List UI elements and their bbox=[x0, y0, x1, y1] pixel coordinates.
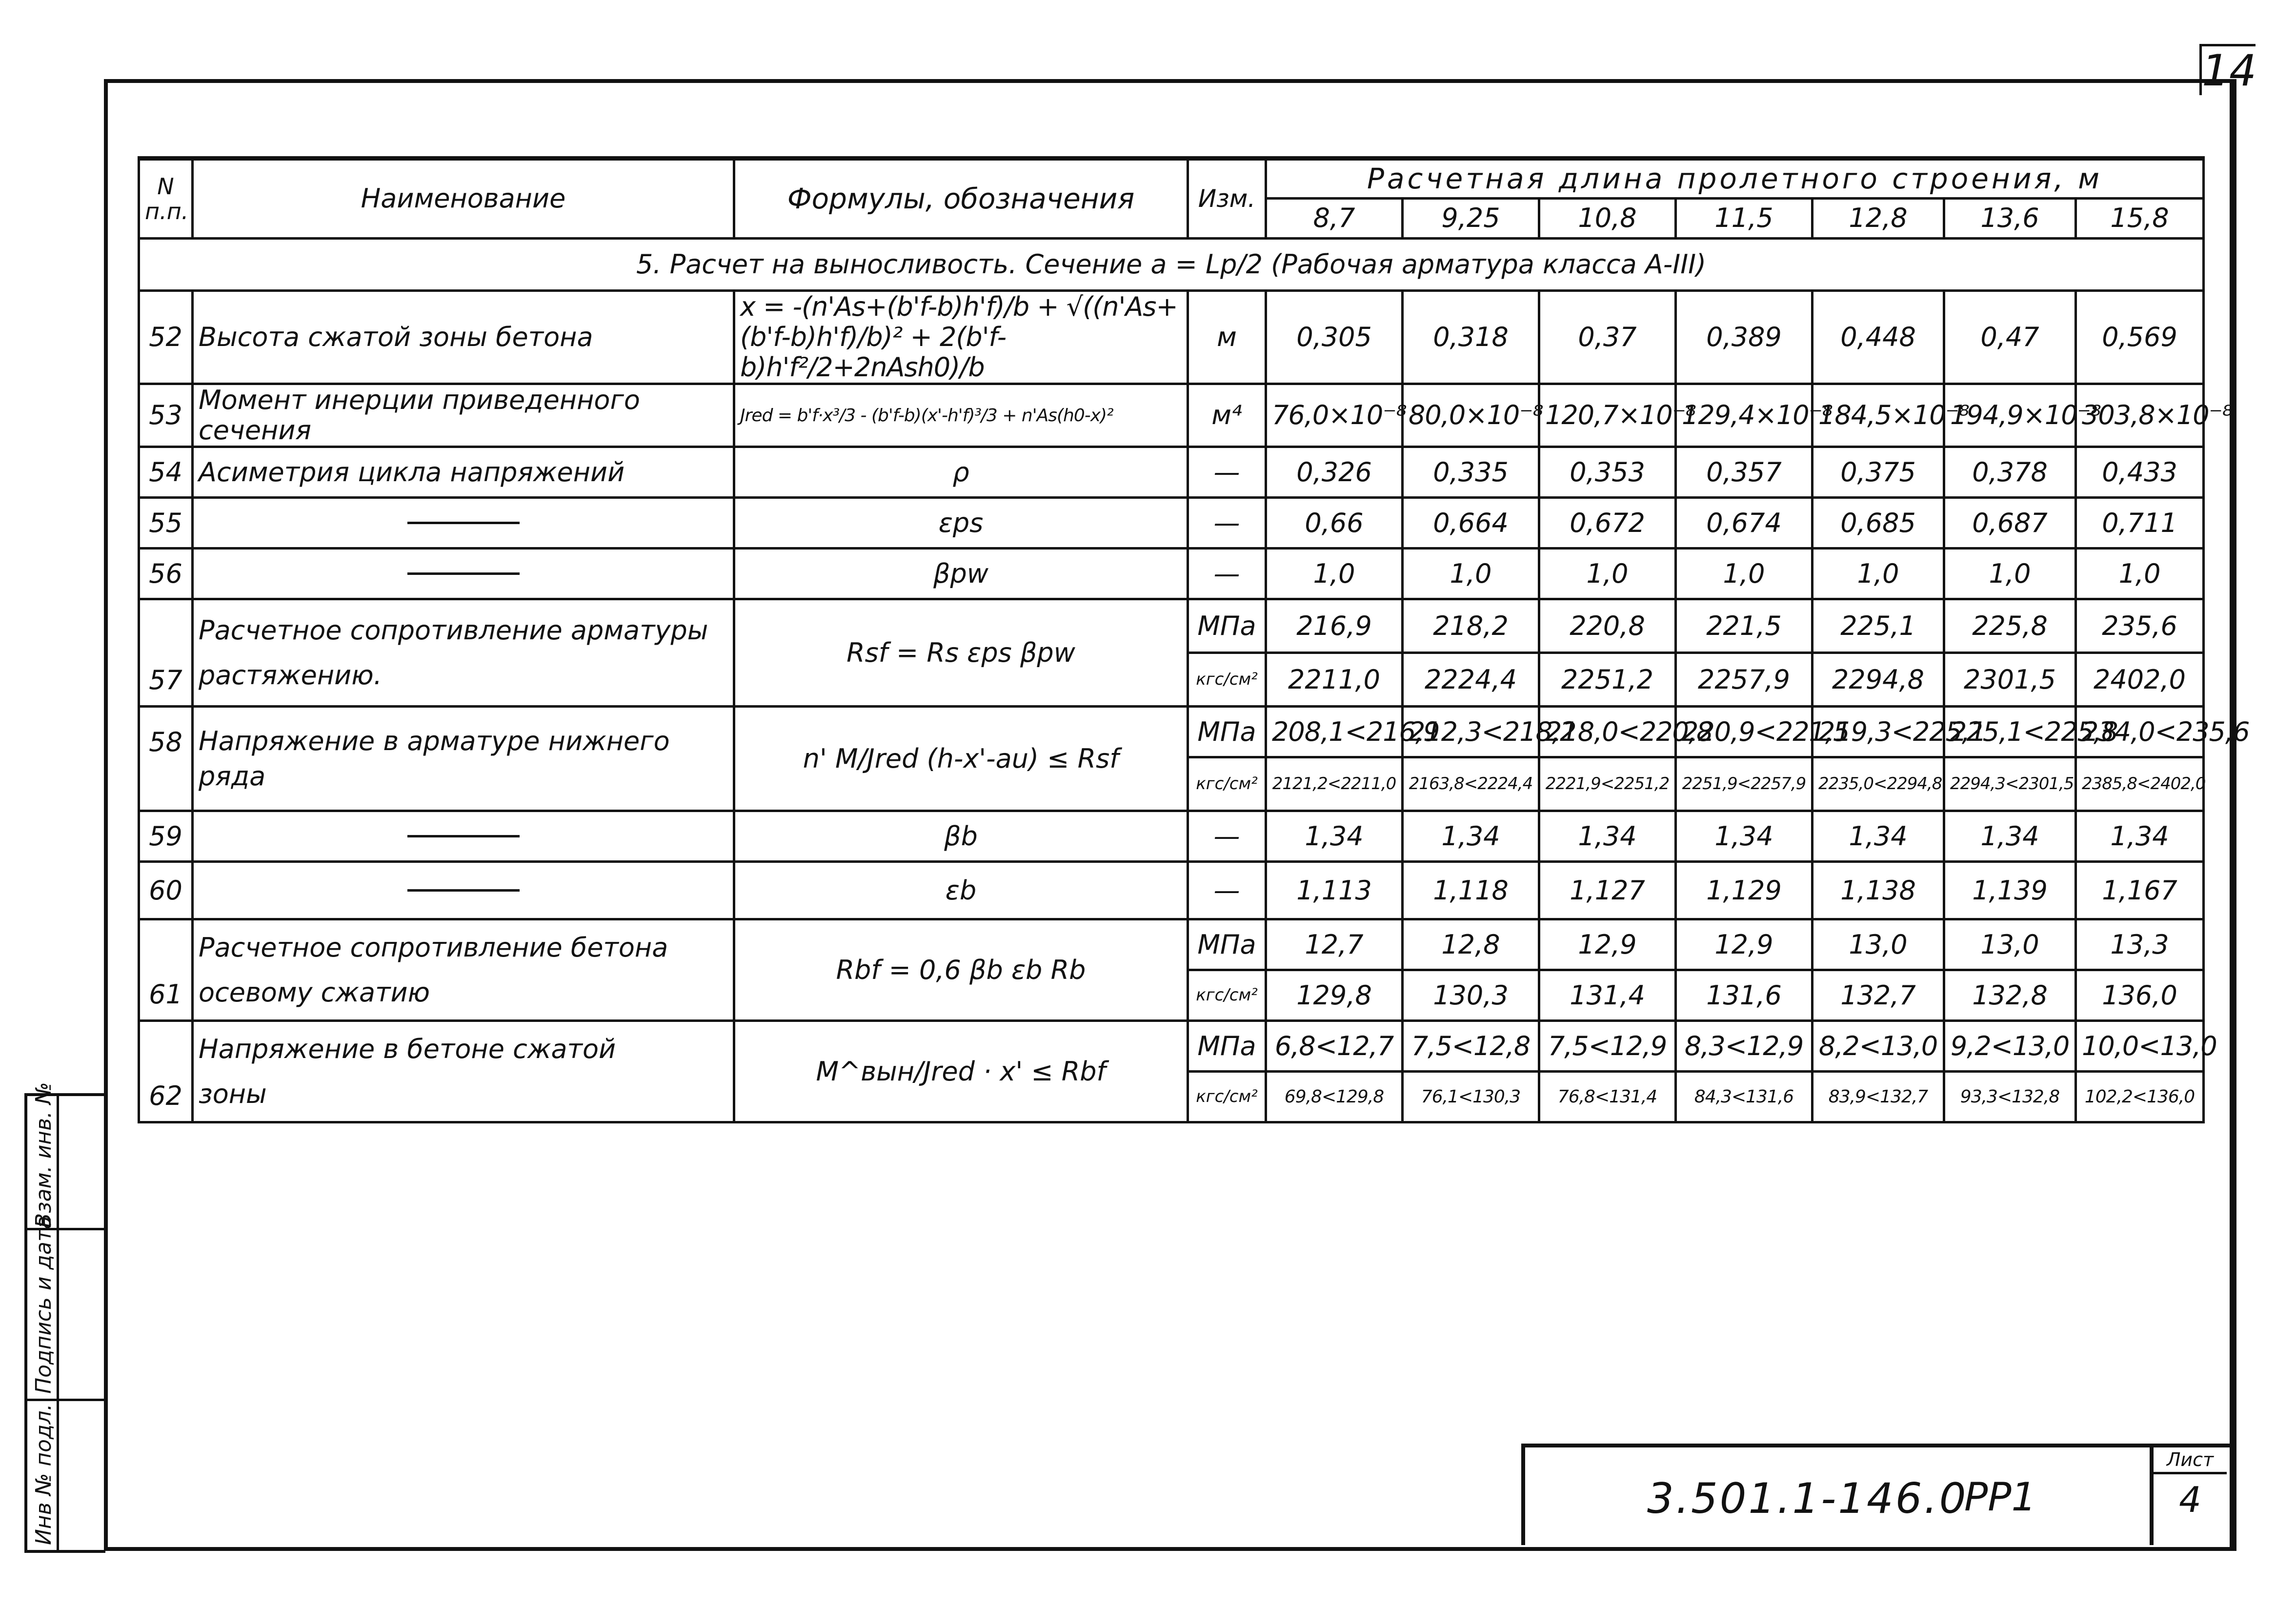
row-num: 53 bbox=[139, 384, 193, 447]
value-cell: 225,1<225,8 bbox=[1944, 707, 2076, 757]
value-cell: 212,3<218,2 bbox=[1403, 707, 1539, 757]
table-row bbox=[139, 498, 2204, 549]
row-formula: βb bbox=[734, 811, 1188, 862]
value-cell: 132,7 bbox=[1813, 970, 1944, 1021]
document-code: 3.501.1-146.0 bbox=[1647, 1474, 1968, 1523]
value-cell: 1,34 bbox=[1266, 811, 1403, 862]
row-formula: M^вын/Jred · x' ≤ Rbf bbox=[734, 1021, 1188, 1122]
value-cell: 131,4 bbox=[1539, 970, 1676, 1021]
value-cell: 7,5<12,8 bbox=[1403, 1021, 1539, 1072]
value-cell: 84,3<131,6 bbox=[1676, 1072, 1813, 1122]
row-name bbox=[193, 707, 734, 811]
row-unit: — bbox=[1188, 862, 1266, 919]
row-unit: м⁴ bbox=[1188, 384, 1266, 447]
value-cell: 8,3<12,9 bbox=[1676, 1021, 1813, 1072]
row-formula: Rbf = 0,6 βb εb Rb bbox=[734, 919, 1188, 1021]
value-cell: 2251,2 bbox=[1539, 653, 1676, 707]
value-cell: 0,685 bbox=[1813, 498, 1944, 549]
row-num: 52 bbox=[139, 291, 193, 384]
sheet-box bbox=[2150, 1447, 2227, 1545]
value-cell: 2121,2<2211,0 bbox=[1266, 757, 1403, 811]
value-cell: 220,9<221,5 bbox=[1676, 707, 1813, 757]
value-cell: 0,664 bbox=[1403, 498, 1539, 549]
row-formula: n' M/Jred (h-x'-au) ≤ Rsf bbox=[734, 707, 1188, 811]
value-cell: 218,2 bbox=[1403, 599, 1539, 653]
row-name-line1: Расчетное сопротивление бетона bbox=[199, 932, 668, 963]
header-span: 12,8 bbox=[1813, 199, 1944, 239]
ditto-line bbox=[407, 835, 520, 837]
row-name-line2: ряда bbox=[199, 760, 266, 792]
row-unit: кгс/см² bbox=[1188, 653, 1266, 707]
header-span: 13,6 bbox=[1944, 199, 2076, 239]
value-cell: 130,3 bbox=[1403, 970, 1539, 1021]
row-name-ditto bbox=[193, 862, 734, 919]
value-cell: 83,9<132,7 bbox=[1813, 1072, 1944, 1122]
value-cell: 69,8<129,8 bbox=[1266, 1072, 1403, 1122]
value-cell: 1,0 bbox=[1813, 549, 1944, 599]
value-cell: 216,9 bbox=[1266, 599, 1403, 653]
value-cell: 2163,8<2224,4 bbox=[1403, 757, 1539, 811]
row-num: 56 bbox=[139, 549, 193, 599]
value-cell: 221,5 bbox=[1676, 599, 1813, 653]
value-cell: 1,0 bbox=[2076, 549, 2204, 599]
value-cell: 0,47 bbox=[1944, 291, 2076, 384]
header-span: 11,5 bbox=[1676, 199, 1813, 239]
sheet-number: 4 bbox=[2179, 1479, 2201, 1520]
header-unit: Изм. bbox=[1188, 159, 1266, 239]
row-formula: ρ bbox=[734, 447, 1188, 498]
value-cell: 76,8<131,4 bbox=[1539, 1072, 1676, 1122]
value-cell: 0,66 bbox=[1266, 498, 1403, 549]
table-row bbox=[139, 862, 2204, 919]
table-row bbox=[139, 549, 2204, 599]
value-cell: 2301,5 bbox=[1944, 653, 2076, 707]
header-span-title: Расчетная длина пролетного строения, м bbox=[1266, 159, 2204, 199]
row-unit: МПа bbox=[1188, 599, 1266, 653]
value-cell: 0,687 bbox=[1944, 498, 2076, 549]
row-unit: МПа bbox=[1188, 1021, 1266, 1072]
ditto-line bbox=[407, 572, 520, 575]
value-cell: 1,0 bbox=[1403, 549, 1539, 599]
value-cell: 1,118 bbox=[1403, 862, 1539, 919]
value-cell: 194,9×10⁻⁸ bbox=[1944, 384, 2076, 447]
value-cell: 1,34 bbox=[1539, 811, 1676, 862]
value-cell: 2221,9<2251,2 bbox=[1539, 757, 1676, 811]
row-unit: — bbox=[1188, 447, 1266, 498]
row-num: 54 bbox=[139, 447, 193, 498]
value-cell: 1,34 bbox=[1944, 811, 2076, 862]
value-cell: 0,318 bbox=[1403, 291, 1539, 384]
value-cell: 1,138 bbox=[1813, 862, 1944, 919]
value-cell: 1,0 bbox=[1266, 549, 1403, 599]
row-name-line2: зоны bbox=[199, 1078, 267, 1109]
value-cell: 219,3<225,1 bbox=[1813, 707, 1944, 757]
value-cell: 225,8 bbox=[1944, 599, 2076, 653]
row-formula: εb bbox=[734, 862, 1188, 919]
value-cell: 1,34 bbox=[1676, 811, 1813, 862]
value-cell: 0,375 bbox=[1813, 447, 1944, 498]
value-cell: 132,8 bbox=[1944, 970, 2076, 1021]
sidebar-divider bbox=[27, 1399, 105, 1401]
value-cell: 6,8<12,7 bbox=[1266, 1021, 1403, 1072]
value-cell: 2294,3<2301,5 bbox=[1944, 757, 2076, 811]
header-num: N п.п. bbox=[139, 159, 193, 239]
table-row bbox=[139, 599, 2204, 653]
document-kind: РР1 bbox=[1964, 1474, 2036, 1520]
value-cell: 8,2<13,0 bbox=[1813, 1021, 1944, 1072]
value-cell: 120,7×10⁻⁸ bbox=[1539, 384, 1676, 447]
value-cell: 12,7 bbox=[1266, 919, 1403, 970]
value-cell: 102,2<136,0 bbox=[2076, 1072, 2204, 1122]
table-row bbox=[139, 447, 2204, 498]
value-cell: 0,326 bbox=[1266, 447, 1403, 498]
row-formula: x = -(n'As+(b'f-b)h'f)/b + √((n'As+(b'f-b)h'f)/b)² + 2(b'f-b)h'f²/2+2nAsh0)/b bbox=[734, 291, 1188, 384]
value-cell: 12,8 bbox=[1403, 919, 1539, 970]
value-cell: 303,8×10⁻⁸ bbox=[2076, 384, 2204, 447]
row-unit: МПа bbox=[1188, 919, 1266, 970]
ditto-line bbox=[407, 889, 520, 892]
row-unit: кгс/см² bbox=[1188, 1072, 1266, 1122]
value-cell: 1,0 bbox=[1944, 549, 2076, 599]
value-cell: 0,389 bbox=[1676, 291, 1813, 384]
row-num: 60 bbox=[139, 862, 193, 919]
header-span: 15,8 bbox=[2076, 199, 2204, 239]
value-cell: 2402,0 bbox=[2076, 653, 2204, 707]
value-cell: 2251,9<2257,9 bbox=[1676, 757, 1813, 811]
value-cell: 0,674 bbox=[1676, 498, 1813, 549]
value-cell: 1,127 bbox=[1539, 862, 1676, 919]
header-span: 8,7 bbox=[1266, 199, 1403, 239]
row-unit: кгс/см² bbox=[1188, 757, 1266, 811]
row-name: Асиметрия цикла напряжений bbox=[193, 447, 734, 498]
row-num: 57 bbox=[139, 599, 193, 707]
value-cell: 12,9 bbox=[1539, 919, 1676, 970]
row-formula: Jred = b'f·x³/3 - (b'f-b)(x'-h'f)³/3 + n'As(h0-x)² bbox=[734, 384, 1188, 447]
value-cell: 13,0 bbox=[1944, 919, 2076, 970]
value-cell: 1,34 bbox=[1813, 811, 1944, 862]
value-cell: 234,0<235,6 bbox=[2076, 707, 2204, 757]
value-cell: 2211,0 bbox=[1266, 653, 1403, 707]
value-cell: 0,569 bbox=[2076, 291, 2204, 384]
value-cell: 7,5<12,9 bbox=[1539, 1021, 1676, 1072]
value-cell: 1,0 bbox=[1539, 549, 1676, 599]
calculation-table bbox=[138, 156, 2250, 1123]
value-cell: 0,378 bbox=[1944, 447, 2076, 498]
row-unit: — bbox=[1188, 811, 1266, 862]
value-cell: 1,139 bbox=[1944, 862, 2076, 919]
title-block bbox=[1521, 1444, 2230, 1545]
row-num: 55 bbox=[139, 498, 193, 549]
table-row bbox=[139, 919, 2204, 970]
header-name: Наименование bbox=[193, 159, 734, 239]
row-name-line1: Напряжение в бетоне сжатой bbox=[199, 1033, 616, 1064]
value-cell: 2224,4 bbox=[1403, 653, 1539, 707]
value-cell: 208,1<216,9 bbox=[1266, 707, 1403, 757]
value-cell: 13,0 bbox=[1813, 919, 1944, 970]
value-cell: 80,0×10⁻⁸ bbox=[1403, 384, 1539, 447]
row-unit: МПа bbox=[1188, 707, 1266, 757]
value-cell: 0,335 bbox=[1403, 447, 1539, 498]
value-cell: 129,4×10⁻⁸ bbox=[1676, 384, 1813, 447]
approval-sidebar bbox=[24, 1082, 105, 1553]
row-name-line1: Расчетное сопротивление арматуры bbox=[199, 614, 708, 646]
table-row bbox=[139, 384, 2204, 447]
row-num: 59 bbox=[139, 811, 193, 862]
value-cell: 0,448 bbox=[1813, 291, 1944, 384]
header-formula: Формулы, обозначения bbox=[734, 159, 1188, 239]
sheet-label: Лист bbox=[2154, 1447, 2227, 1474]
row-num: 62 bbox=[139, 1021, 193, 1122]
row-name-ditto bbox=[193, 811, 734, 862]
value-cell: 220,8 bbox=[1539, 599, 1676, 653]
value-cell: 13,3 bbox=[2076, 919, 2204, 970]
value-cell: 0,353 bbox=[1539, 447, 1676, 498]
row-unit: — bbox=[1188, 498, 1266, 549]
value-cell: 0,37 bbox=[1539, 291, 1676, 384]
header-span: 10,8 bbox=[1539, 199, 1676, 239]
row-num: 58 bbox=[139, 707, 193, 811]
row-name-ditto bbox=[193, 498, 734, 549]
value-cell: 0,305 bbox=[1266, 291, 1403, 384]
sidebar-inv-label: Инв № подл. bbox=[31, 1404, 56, 1545]
value-cell: 2257,9 bbox=[1676, 653, 1813, 707]
row-unit: кгс/см² bbox=[1188, 970, 1266, 1021]
row-name bbox=[193, 919, 734, 1021]
table-row bbox=[139, 707, 2204, 757]
value-cell: 10,0<13,0 bbox=[2076, 1021, 2204, 1072]
row-name-line2: растяжению. bbox=[199, 659, 382, 691]
row-name bbox=[193, 1021, 734, 1122]
value-cell: 131,6 bbox=[1676, 970, 1813, 1021]
sidebar-divider bbox=[57, 1096, 59, 1550]
row-name: Момент инерции приведенного сечения bbox=[193, 384, 734, 447]
table-row bbox=[139, 811, 2204, 862]
value-cell: 1,129 bbox=[1676, 862, 1813, 919]
row-unit: м bbox=[1188, 291, 1266, 384]
value-cell: 76,0×10⁻⁸ bbox=[1266, 384, 1403, 447]
value-cell: 1,167 bbox=[2076, 862, 2204, 919]
value-cell: 225,1 bbox=[1813, 599, 1944, 653]
value-cell: 0,672 bbox=[1539, 498, 1676, 549]
value-cell: 9,2<13,0 bbox=[1944, 1021, 2076, 1072]
row-formula: βpw bbox=[734, 549, 1188, 599]
page-number: 14 bbox=[2199, 44, 2256, 95]
value-cell: 1,0 bbox=[1676, 549, 1813, 599]
row-name bbox=[193, 599, 734, 707]
row-num: 61 bbox=[139, 919, 193, 1021]
value-cell: 218,0<220,8 bbox=[1539, 707, 1676, 757]
value-cell: 0,711 bbox=[2076, 498, 2204, 549]
row-formula: εps bbox=[734, 498, 1188, 549]
table-row bbox=[139, 1021, 2204, 1072]
sidebar-vzam-label: Взам. инв. № bbox=[31, 1082, 56, 1228]
row-unit: — bbox=[1188, 549, 1266, 599]
row-name: Высота сжатой зоны бетона bbox=[193, 291, 734, 384]
value-cell: 12,9 bbox=[1676, 919, 1813, 970]
value-cell: 1,34 bbox=[2076, 811, 2204, 862]
row-formula: Rsf = Rs εps βpw bbox=[734, 599, 1188, 707]
value-cell: 136,0 bbox=[2076, 970, 2204, 1021]
value-cell: 2235,0<2294,8 bbox=[1813, 757, 1944, 811]
value-cell: 0,357 bbox=[1676, 447, 1813, 498]
value-cell: 1,34 bbox=[1403, 811, 1539, 862]
row-name-line2: осевому сжатию bbox=[199, 977, 430, 1008]
table-row bbox=[139, 291, 2204, 384]
value-cell: 235,6 bbox=[2076, 599, 2204, 653]
sidebar-podpis-label: Подпись и дата bbox=[31, 1216, 56, 1394]
value-cell: 184,5×10⁻⁸ bbox=[1813, 384, 1944, 447]
value-cell: 2294,8 bbox=[1813, 653, 1944, 707]
ditto-line bbox=[407, 522, 520, 524]
value-cell: 129,8 bbox=[1266, 970, 1403, 1021]
value-cell: 0,433 bbox=[2076, 447, 2204, 498]
value-cell: 76,1<130,3 bbox=[1403, 1072, 1539, 1122]
value-cell: 93,3<132,8 bbox=[1944, 1072, 2076, 1122]
header-span: 9,25 bbox=[1403, 199, 1539, 239]
row-name-line1: Напряжение в арматуре нижнего bbox=[199, 725, 670, 756]
value-cell: 1,113 bbox=[1266, 862, 1403, 919]
value-cell: 2385,8<2402,0 bbox=[2076, 757, 2204, 811]
row-name-ditto bbox=[193, 549, 734, 599]
section-title: 5. Расчет на выносливость. Сечение а = Lр/2 (Рабочая арматура класса А-III) bbox=[139, 239, 2204, 291]
